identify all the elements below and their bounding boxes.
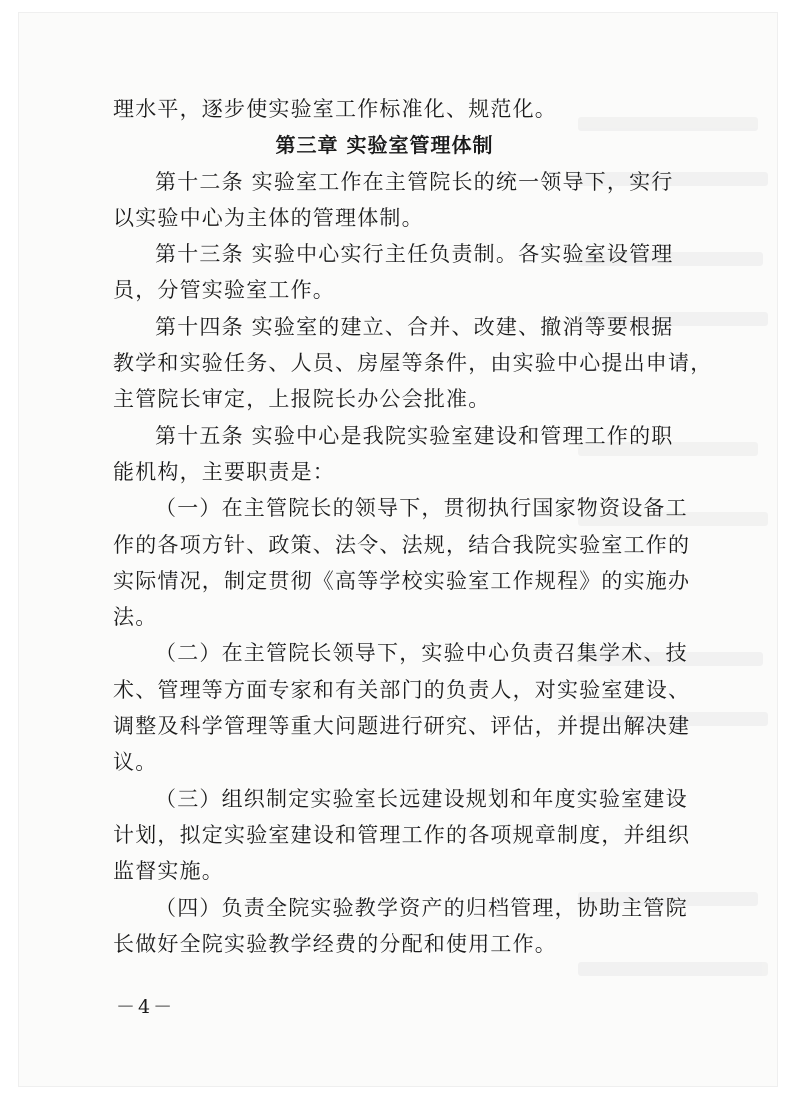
article-12-line-2: 以实验中心为主体的管理体制。	[113, 205, 424, 230]
text-line-1: 理水平，逐步使实验室工作标准化、规范化。	[113, 97, 557, 121]
article-12-line-1: 第十二条 实验室工作在主管院长的统一领导下，实行	[155, 169, 674, 194]
item-2-line-2: 术、管理等方面专家和有关部门的负责人，对实验室建设、	[113, 677, 691, 702]
item-4-line-1: （四）负责全院实验教学资产的归档管理，协助主管院	[155, 895, 688, 920]
item-3-line-3: 监督实施。	[113, 859, 224, 884]
item-1-line-4: 法。	[113, 605, 158, 630]
item-3-line-1: （三）组织制定实验室长远建设规划和年度实验室建设	[155, 786, 688, 811]
article-13-line-2: 员，分管实验室工作。	[113, 278, 335, 303]
article-13-line-1: 第十三条 实验中心实行主任负责制。各实验室设管理	[155, 242, 674, 267]
item-1-line-1: （一）在主管院长的领导下，贯彻执行国家物资设备工	[155, 496, 688, 521]
chapter-heading: 第三章 实验室管理体制	[275, 133, 494, 158]
article-15-line-1: 第十五条 实验中心是我院实验室建设和管理工作的职	[155, 423, 674, 448]
document-body	[113, 91, 713, 962]
article-14-line-1: 第十四条 实验室的建立、合并、改建、撤消等要根据	[155, 314, 674, 339]
item-4-line-2: 长做好全院实验教学经费的分配和使用工作。	[113, 931, 557, 956]
page-number: －4－	[116, 996, 176, 1018]
item-2-line-4: 议。	[113, 750, 158, 775]
item-3-line-2: 计划，拟定实验室建设和管理工作的各项规章制度，并组织	[113, 822, 691, 847]
item-1-line-2: 作的各项方针、政策、法令、法规，结合我院实验室工作的	[113, 532, 691, 557]
article-14-line-3: 主管院长审定，上报院长办公会批准。	[113, 387, 491, 412]
item-1-line-3: 实际情况，制定贯彻《高等学校实验室工作规程》的实施办	[113, 568, 691, 593]
article-15-line-2: 能机构，主要职责是：	[113, 459, 335, 484]
item-2-line-3: 调整及科学管理等重大问题进行研究、评估，并提出解决建	[113, 714, 691, 739]
item-2-line-1: （二）在主管院长领导下，实验中心负责召集学术、技	[155, 641, 688, 666]
article-14-line-2: 教学和实验任务、人员、房屋等条件，由实验中心提出申请，	[113, 351, 713, 376]
